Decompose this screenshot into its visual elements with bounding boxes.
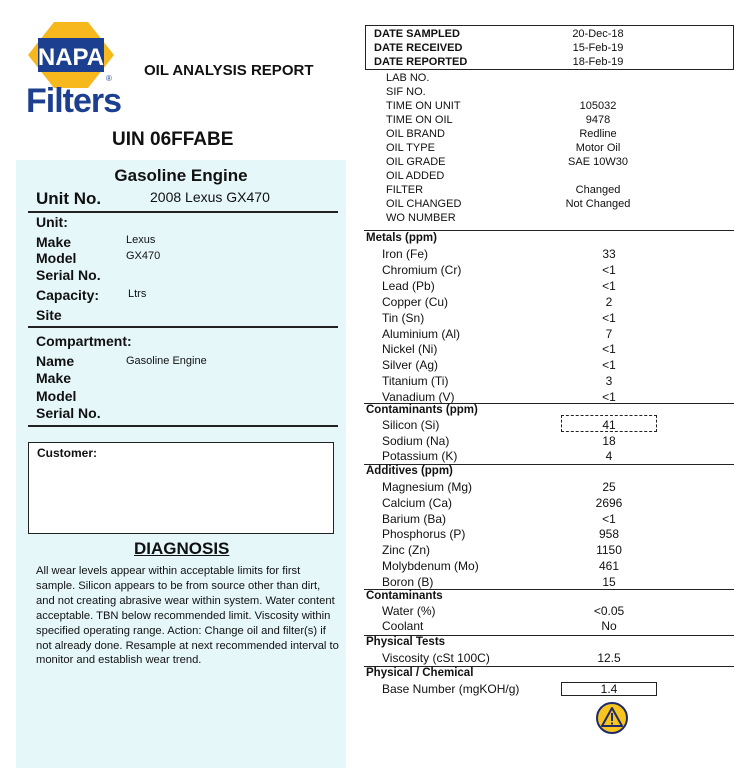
contaminants-row-label: Water (%): [382, 604, 436, 618]
contaminants-row-value: No: [601, 619, 617, 633]
metals-row-value: <1: [602, 262, 616, 277]
additives-row-value: 1150: [596, 543, 622, 558]
date-value: 18-Feb-19: [572, 56, 624, 68]
info-label: OIL ADDED: [386, 170, 445, 182]
date-label: DATE RECEIVED: [374, 42, 463, 54]
additives-row-value: 2696: [595, 495, 623, 510]
info-label: SIF NO.: [386, 86, 426, 98]
info-value: 105032: [579, 100, 617, 112]
info-label: OIL BRAND: [386, 128, 445, 140]
additives-row-label: Phosphorus (P): [382, 527, 466, 542]
silicon-highlight-box: [561, 415, 657, 432]
contaminants-section-title: Contaminants: [366, 590, 443, 602]
compartment-serial-label: Serial No.: [36, 405, 101, 421]
compartment-section-label: Compartment:: [36, 333, 132, 349]
unit-make-label: Make: [36, 234, 72, 250]
metals-row-label: Lead (Pb): [382, 278, 435, 293]
metals-section-title: Metals (ppm): [366, 232, 437, 244]
info-label: WO NUMBER: [386, 212, 456, 224]
info-label: OIL CHANGED: [386, 198, 462, 210]
unit-section-label: Unit:: [36, 214, 68, 230]
additives-row-label: Molybdenum (Mo): [382, 559, 479, 573]
base-number-highlight-box: [561, 682, 657, 696]
metals-row-label: Copper (Cu): [382, 294, 449, 309]
compartment-name-value: Gasoline Engine: [126, 355, 207, 367]
chemical-row-label: Base Number (mgKOH/g): [382, 682, 520, 696]
info-label: OIL GRADE: [386, 156, 446, 168]
divider: [28, 211, 338, 213]
compartment-name-label: Name: [36, 353, 75, 369]
info-label: FILTER: [386, 184, 424, 196]
additives-row-value: 15: [602, 574, 616, 589]
contaminants_ppm-row-label: Potassium (K): [382, 449, 458, 463]
compartment-make-label: Make: [36, 370, 72, 386]
info-label: TIME ON OIL: [386, 114, 453, 126]
metals-row-label: Aluminium (Al): [382, 326, 461, 341]
metals-row-value: <1: [602, 310, 616, 325]
metals-row-label: Tin (Sn): [382, 310, 425, 325]
contaminants_ppm-row-value: 18: [602, 433, 616, 448]
additives-row-value: 461: [598, 559, 620, 573]
divider: [28, 425, 338, 427]
metals-row-value: 33: [602, 247, 616, 261]
contaminants_ppm-row-value: 41: [602, 418, 616, 432]
physical-section-title: Physical Tests: [366, 636, 446, 648]
info-label: OIL TYPE: [386, 142, 435, 154]
physical-row-label: Viscosity (cSt 100C): [382, 651, 490, 665]
metals-row-label: Silver (Ag): [382, 358, 439, 373]
date-value: 20-Dec-18: [572, 28, 624, 40]
engine-title: Gasoline Engine: [114, 166, 248, 185]
chemical-section-title: Physical / Chemical: [366, 667, 474, 679]
metals-row-label: Nickel (Ni): [382, 342, 438, 357]
contaminants_ppm-row-label: Silicon (Si): [382, 418, 440, 432]
info-value: Not Changed: [565, 198, 631, 210]
info-value: Redline: [579, 128, 617, 140]
filters-logo-text: Filters: [26, 82, 122, 120]
contaminants_ppm-section-title: Contaminants (ppm): [366, 404, 478, 416]
metals-row-label: Chromium (Cr): [382, 262, 462, 277]
metals-row-label: Iron (Fe): [382, 247, 429, 261]
unit-capacity-value: Ltrs: [128, 288, 147, 300]
diagnosis-title: DIAGNOSIS: [134, 539, 230, 558]
unit-capacity-label: Capacity:: [36, 287, 100, 303]
metals-row-label: Vanadium (V): [382, 390, 455, 405]
chemical-row-value: 1.4: [600, 682, 618, 696]
divider: [28, 326, 338, 328]
diagnosis-text: All wear levels appear within acceptable limits for first sample. Silicon appears to be from source other than dirt, and not creating abrasive wear within system. Water content acceptable. TBN below recommended limit. Viscosity within specified operating range. Action: Change oil and filter(s) if not already done. Resample at next recommended interval to monitor and establish wear trend.: [36, 565, 339, 667]
unit-model-label: Model: [36, 250, 77, 266]
additives-row-label: Zinc (Zn): [382, 543, 430, 558]
compartment-model-label: Model: [36, 388, 77, 404]
additives-row-label: Calcium (Ca): [382, 495, 453, 510]
additives-row-value: <1: [602, 511, 616, 526]
contaminants_ppm-row-label: Sodium (Na): [382, 433, 450, 448]
additives-row-label: Boron (B): [382, 574, 434, 589]
napa-logo-text: NAPA: [37, 44, 105, 71]
metals-row-value: <1: [602, 278, 616, 293]
customer-box: [28, 442, 334, 534]
warning-exclamation-icon: [596, 702, 628, 734]
napa-logo: [28, 22, 114, 88]
unit-site-label: Site: [36, 307, 62, 323]
date-label: DATE SAMPLED: [374, 28, 460, 40]
metals-row-value: 3: [605, 374, 613, 389]
report-title: OIL ANALYSIS REPORT: [144, 62, 314, 79]
date-value: 15-Feb-19: [572, 42, 624, 54]
info-label: LAB NO.: [386, 72, 430, 84]
additives-row-value: 25: [602, 480, 616, 494]
metals-row-value: <1: [602, 342, 616, 357]
metals-row-value: 7: [605, 326, 613, 341]
unit-serial-label: Serial No.: [36, 267, 101, 283]
info-value: 9478: [585, 114, 611, 126]
physical-row-value: 12.5: [597, 651, 621, 665]
metals-row-value: <1: [602, 358, 616, 373]
unit-make-value: Lexus: [126, 234, 156, 246]
additives-row-value: 958: [598, 527, 620, 542]
contaminants-row-value: <0.05: [593, 604, 625, 618]
metals-row-label: Titanium (Ti): [382, 374, 449, 389]
info-value: Changed: [575, 184, 621, 196]
unit-no-value: 2008 Lexus GX470: [150, 189, 270, 205]
uin-code: UIN 06FFABE: [112, 129, 234, 150]
info-value: Motor Oil: [575, 142, 621, 154]
unit-model-value: GX470: [126, 250, 161, 262]
additives-row-label: Barium (Ba): [382, 511, 447, 526]
contaminants-row-label: Coolant: [382, 619, 424, 633]
date-label: DATE REPORTED: [374, 56, 468, 68]
info-value: SAE 10W30: [568, 156, 628, 168]
unit-no-label: Unit No.: [36, 189, 102, 208]
metals-row-value: <1: [602, 390, 616, 405]
customer-label: Customer:: [37, 446, 98, 460]
metals-row-value: 2: [605, 294, 613, 309]
additives-row-label: Magnesium (Mg): [382, 480, 473, 494]
additives-section-title: Additives (ppm): [366, 465, 453, 477]
contaminants_ppm-row-value: 4: [605, 449, 613, 463]
info-label: TIME ON UNIT: [386, 100, 461, 112]
registered-mark: ®: [106, 74, 112, 83]
section-divider: [364, 230, 734, 231]
